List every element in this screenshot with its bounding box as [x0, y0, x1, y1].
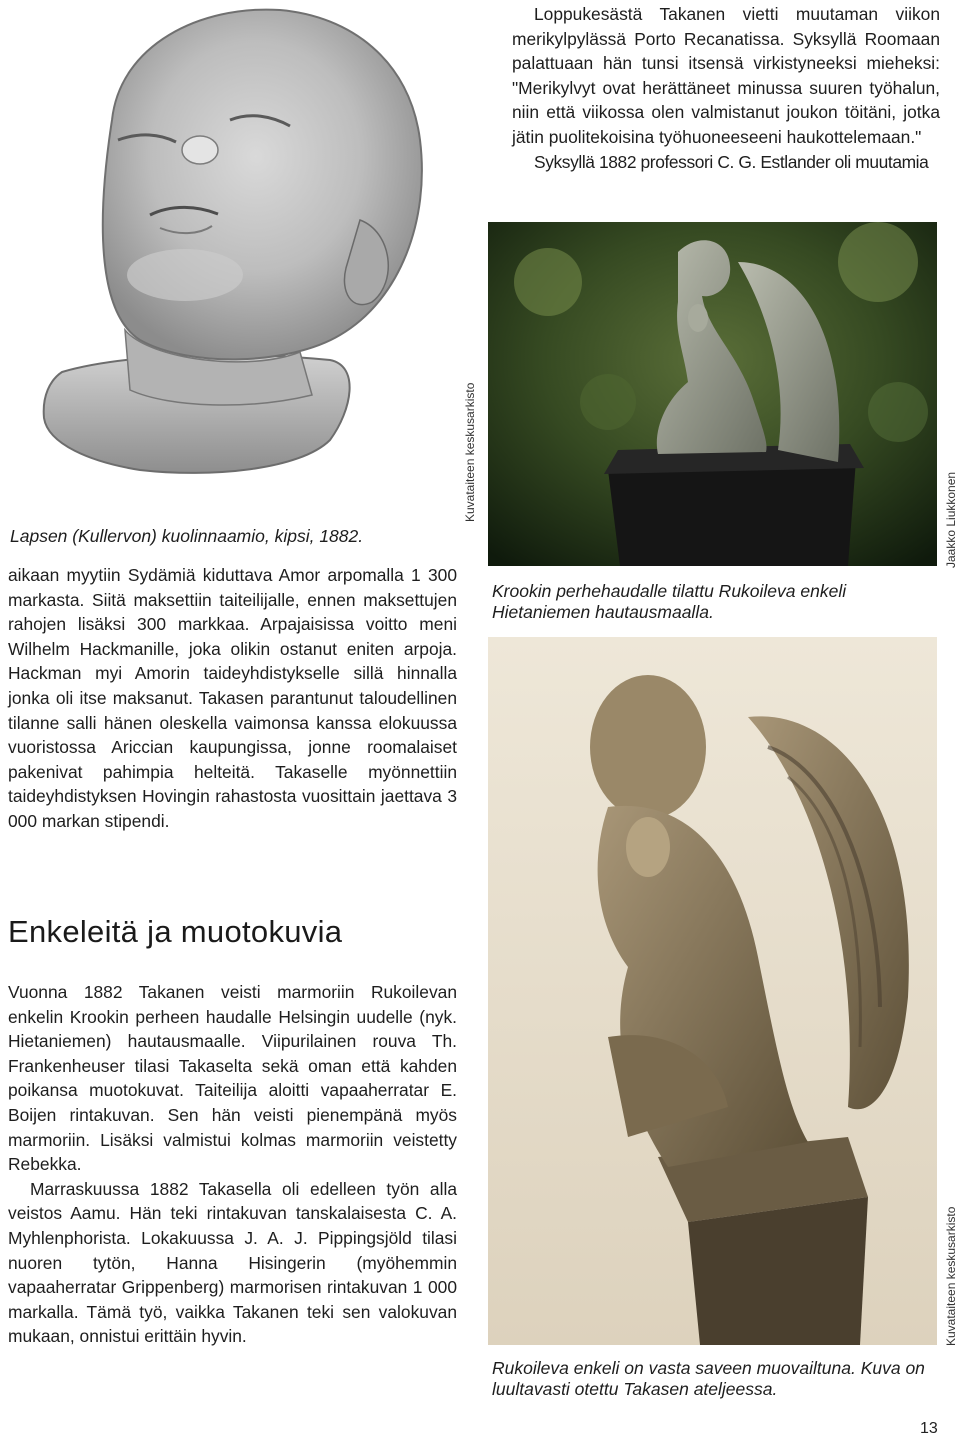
clay-angel-credit: Kuvataiteen keskusarkisto	[944, 1206, 958, 1346]
clay-angel-photo	[488, 637, 937, 1345]
death-mask-caption: Lapsen (Kullervon) kuolinnaamio, kipsi, 1882.	[10, 526, 364, 546]
top-right-paragraph-1: Loppukesästä Takanen vietti muutaman viikon merikylpylässä Porto Recanatissa. Syksyllä Roomaan palattuaan hän tunsi itsensä virkistyneeksi mieheksi: "Merikylvyt ovat herättäneet minussa suuren työhalun, niin että viikossa olen valmistanut joukon töitäni, jotka jätin puolitekoisina työhuoneeseeni haukottelemaan."	[512, 4, 940, 147]
grave-angel-caption: Krookin perhehaudalle tilattu Rukoileva enkeli Hietaniemen hautausmaalla.	[492, 581, 847, 622]
grave-angel-photo	[488, 222, 937, 566]
mid-left-text: aikaan myytiin Sydämiä kiduttava Amor arpomalla 1 300 markasta. Siitä maksettiin taiteilijalle, ennen maksettujen rahojen lisäksi 300 markkaa. Arpajaisissa voitto meni Wilhelm Hackmanille, joka olikin ostanut eniten arpoja. Hackman myi Amorin taideyhdistykselle sillä hinnalla jonka oli itse maksanut. Takasen parantunut taloudellinen tilanne salli hänen oleskella vaimonsa kanssa elokuussa vuoristossa Ariccian kaupungissa, jonne roomalaiset pakenivat pahimpia helteitä. Takaselle myönnettiin taideyhdistyksen Hovingin rahastosta vuosittain jaettava 3 000 markan stipendi.	[8, 565, 457, 831]
section-heading: Enkeleitä ja muotokuvia	[8, 914, 343, 949]
death-mask-credit: Kuvataiteen keskusarkisto	[463, 382, 477, 522]
death-mask-photo	[0, 0, 487, 508]
clay-angel-caption: Rukoileva enkeli on vasta saveen muovailtuna. Kuva on luultavasti otettu Takasen ateljeessa.	[492, 1358, 925, 1399]
section-paragraph-1: Vuonna 1882 Takanen veisti marmoriin Rukoilevan enkelin Krookin perheen haudalle Helsingin uudelle (nyk. Hietaniemen) hautausmaalle. Viipurilainen rouva Th. Frankenheuser tilasi Takaselta sekä oman että kahden poikansa muotokuvat. Taiteilija aloitti vapaaherratar E. Boijen rintakuvan. Sen hän veisti pienempänä myös marmoriin. Lisäksi valmistui kolmas marmoriin veistetty Rebekka.	[8, 982, 457, 1175]
page-number: 13	[920, 1420, 938, 1437]
section-paragraph-2: Marraskuussa 1882 Takasella oli edelleen työn alla veistos Aamu. Hän teki rintakuvan tanskalaisesta C. A. Myhlenphorista. Lokakuussa J. A. J. Pippingsjöld tilasi nuoren tytön, Hanna Hisingerin (myöhemmin vapaaherratar Grippenberg) marmorisen rintakuvan 1 000 markalla. Tämä työ, vaikka Takanen teki sen valokuvan mukaan, onnistui erittäin hyvin.	[8, 1178, 457, 1347]
section-body	[8, 980, 457, 1349]
top-right-text	[512, 2, 940, 174]
grave-angel-credit: Jaakko Liukkonen	[944, 471, 958, 568]
top-right-paragraph-2: Syksyllä 1882 professori C. G. Estlander oli muutamia	[534, 151, 929, 172]
